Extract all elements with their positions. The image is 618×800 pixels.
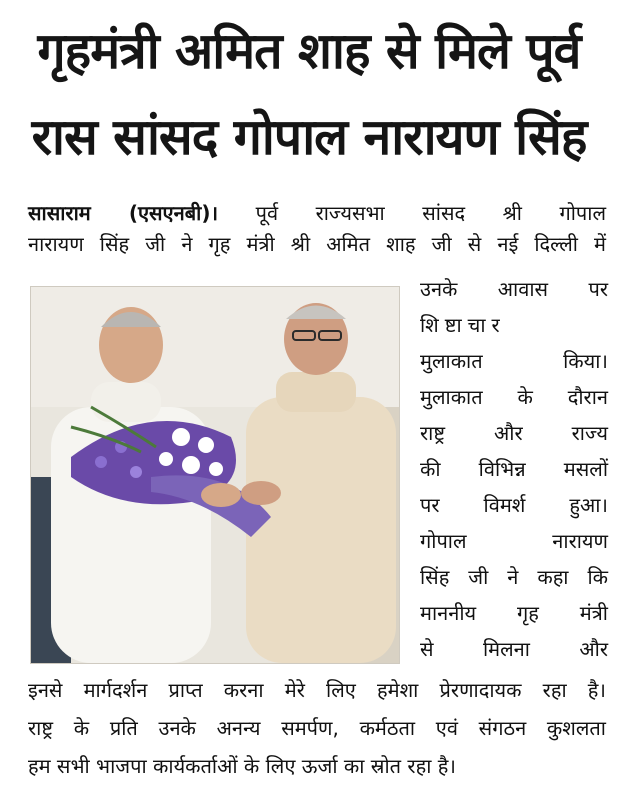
column-line: माननीय गृह मंत्री [420, 601, 608, 625]
headline-line-2: रास सांसद गोपाल नारायण सिंह [31, 108, 587, 166]
column-line: शिष्टाचार [420, 313, 506, 337]
column-line: से मिलना और [420, 637, 608, 661]
column-line: की विभिन्न मसलों [420, 457, 608, 481]
column-line: उनके आवास पर [420, 277, 608, 301]
photo-two-men-bouquet-icon [31, 287, 399, 663]
column-line: मुलाकात किया। [420, 349, 608, 373]
body-bottom-line: इनसे मार्गदर्शन प्राप्त करना मेरे लिए हमेशा प्रेरणादायक रहा है। [28, 678, 606, 702]
body-line-1-text: पूर्व राज्यसभा सांसद श्री गोपाल [255, 201, 607, 225]
news-photo [30, 286, 400, 664]
column-line: राष्ट्र और राज्य [420, 421, 608, 445]
body-bottom-line: राष्ट्र के प्रति उनके अनन्य समर्पण, कर्मठता एवं संगठन कुशलता [28, 716, 606, 740]
headline-line-1: गृहमंत्री अमित शाह से मिले पूर्व [37, 22, 581, 80]
body-bottom-line: हम सभी भाजपा कार्यकर्ताओं के लिए ऊर्जा का स्रोत रहा है। [28, 754, 456, 778]
body-line-1 [28, 198, 606, 229]
body-line-2: नारायण सिंह जी ने गृह मंत्री श्री अमित शाह जी से नई दिल्ली में [28, 232, 606, 256]
column-line: पर विमर्श हुआ। [420, 493, 608, 517]
column-line: सिंह जी ने कहा कि [420, 565, 608, 589]
dateline: सासाराम (एसएनबी)। [28, 201, 219, 225]
column-line: मुलाकात के दौरान [420, 385, 608, 409]
column-line: गोपाल नारायण [420, 529, 608, 553]
